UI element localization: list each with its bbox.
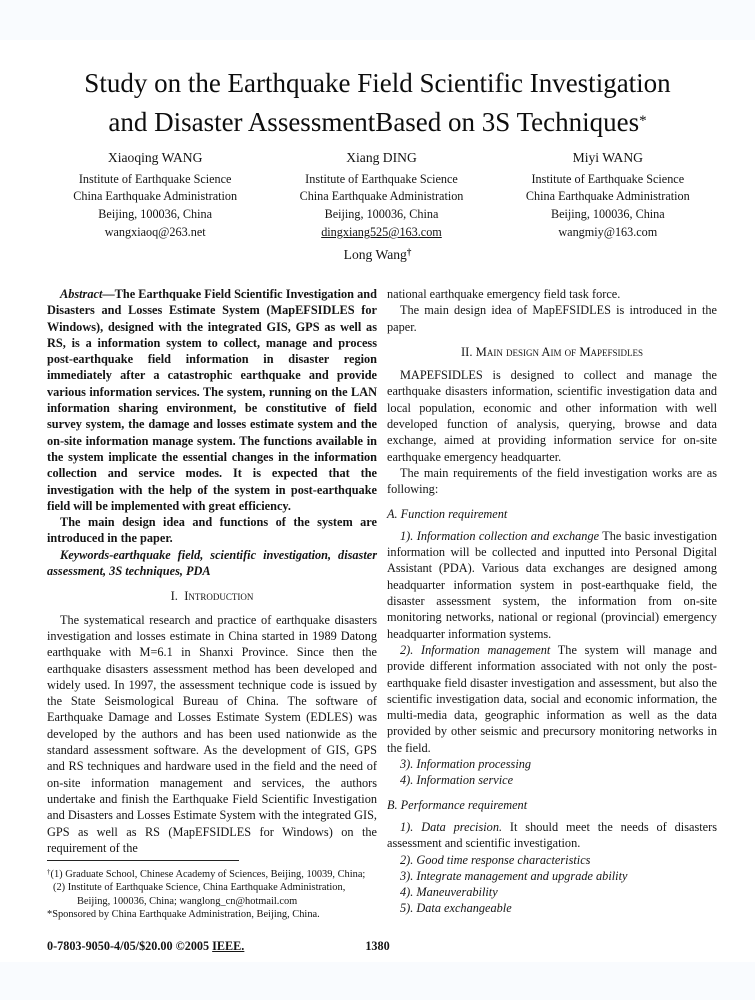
footer-copyright: 0-7803-9050-4/05/$20.00 ©2005 IEEE. [47,939,245,953]
author-email: wangmiy@163.com [558,225,658,240]
footnote-rule [47,860,239,861]
design-idea-paragraph: The main design idea and functions of the system are introduced in the paper. [47,515,377,546]
performance-item-5-line: 5). Data exchangeable [400,901,512,916]
item-lead: 1). Information collection and exchange [400,528,600,543]
footer-page-number: 1380 [365,939,390,953]
footnote-dagger: † [47,868,51,877]
author-affiliation-institute: Institute of Earthquake Science [78,172,232,186]
section-title: Main design Aim of Mapefsidles [475,344,644,359]
subsection-function-requirement: A. Function requirement [387,506,508,521]
performance-item-3-line: 3). Integrate management and upgrade ability [400,868,628,883]
author-affiliation-administration: China Earthquake Administration [525,189,690,204]
abstract-paragraph [47,286,377,514]
requirements-intro-paragraph: The main requirements of the field investigation works are as following: [387,465,717,497]
left-column [47,286,377,921]
author-name: Xiaoqing WANG [107,150,203,165]
author-block-2 [268,150,494,242]
function-item-4-line: 4). Information service [400,773,514,788]
section-number: II. [460,344,473,359]
author-block-row [42,150,721,242]
item-lead: 2). Information management [400,642,551,657]
mapefsidles-design-paragraph: MAPEFSIDLES is designed to collect and manage the earthquake disasters information, scientific investigation data and local population, economic and other information with well developed function of analysis, querying, browse and data exchange, aimed at providing information service for on-site earthquake emergency headquarter. [387,368,717,464]
section-number: I. [170,589,178,604]
design-idea-right-paragraph: The main design idea of MapEFSIDLES is introduced in the paper. [387,303,717,334]
author-name: Miyi WANG [572,150,643,165]
function-item-2-paragraph [387,642,717,756]
author-block-1 [42,150,268,242]
subsection-performance-requirement: B. Performance requirement [387,797,528,812]
footnote-line-1: †(1) Graduate School, Chinese Academy of Sciences, Beijing, 10039, China; [47,868,366,881]
title-footnote-asterisk: * [639,113,647,129]
author-affiliation-administration: China Earthquake Administration [73,189,238,204]
item-text: The basic investigation information will be collected and inputted into Personal Digital Assistant (PDA). Various data exchanges are designed among headquarter information system in post-earthquake field, the disaster assessment system, the information from on-site monitoring networks, national or regional (provincial) emergency headquarter information systems. [387,528,717,641]
keywords-paragraph: Keywords-earthquake field, scientific investigation, disaster assessment, 3S techniques, PDA [47,547,377,579]
performance-item-4-line: 4). Maneuverability [400,885,498,900]
footer-ieee: IEEE. [212,939,245,953]
section-title: Introduction [184,589,254,604]
introduction-paragraph: The systematical research and practice of earthquake disasters investigation and losses estimate in China started in 1989 Datong earthquake with M=6.1 in Shanxi Province. Since then the earthquake disasters assessment method has been developed and widely used. In 1997, the assessment technique code is issued by the State Seismological Bureau of China. The software of Earthquake Damage and Losses Estimate System (EDLES) was developed by the authors and has been used nationwide as the standard assessment software. As the development of GIS, GPS and RS techniques and hardware used in the field and the need of on-site information management and services, the authors undertake and finish the Earthquake Field Scientific Investigation and Disasters and Losses Estimate System with the integrated GIS, GPS as well as RS (MapEFSIDLES for Windows) on the requirement of the [47,612,377,855]
author-block-3 [495,150,721,242]
fourth-author [0,247,755,263]
footnote-block [47,856,377,921]
author-affiliation-institute: Institute of Earthquake Science [531,172,685,186]
performance-item-2-line: 2). Good time response characteristics [400,852,591,867]
author-affiliation-administration: China Earthquake Administration [299,189,464,204]
section-heading-introduction [47,588,377,604]
paper-title-line1: Study on the Earthquake Field Scientific Investigation [84,68,671,98]
author-name: Xiang DING [346,150,417,165]
footnote-line-3: *Sponsored by China Earthquake Administration, Beijing, China. [47,908,320,920]
abstract-text: —The Earthquake Field Scientific Investigation and Disasters and Losses Estimate System (MapEFSIDLES for Windows), designed with the integrated GIS, GPS as well as RS, is a information system to collect, manage and process post-earthquake field information in disaster region immediately after a catastrophic earthquake and provide various information services. The system, running on the LAN information sharing environment, be constitutive of field survey system, the damage and losses estimate system and the on-site information manage system. The functions available in the system implicate the essential changes in the information collection and service modes. It is expected that the investigation with the help of the system in post-earthquake field will be implemented with great efficiency. [47,287,377,513]
author-email-link[interactable]: dingxiang525@163.com [321,225,442,240]
item-text: It should meet the needs of disasters assessment and scientific investigation. [387,819,717,851]
fourth-author-name: Long Wang [343,247,407,262]
page-margin-top [0,0,755,40]
author-address: Beijing, 100036, China [98,206,213,221]
abstract-label: Abstract [60,287,103,301]
paper-title-line2: and Disaster AssessmentBased on 3S Techniques* [108,107,647,137]
two-column-body [47,286,717,921]
item-lead: 1). Data precision. [400,819,503,834]
section-heading-main-design-aim [387,344,717,360]
function-item-3-line: 3). Information processing [400,757,532,772]
item-text: The system will manage and provide different information associated with not only the post-earthquake field disaster investigation and assessment, but also the scientific investigation data, social and economic information, the multi-media data, geographic information as well as the data provided by other seismic and precursory monitoring networks in the field. [387,642,717,755]
paper-title [0,64,755,141]
author-address: Beijing, 100036, China [550,206,665,221]
function-item-1-paragraph [387,528,717,642]
right-column [387,286,717,921]
dagger-mark: † [406,247,412,257]
column-continuation-paragraph: national earthquake emergency field task force. [387,287,621,301]
footnote-line-2: (2) Institute of Earthquake Science, China Earthquake Administration, Beijing, 100036, China; wanglong_cn@hotmail.com [53,882,346,907]
performance-item-1-paragraph [387,819,717,852]
author-email: wangxiaoq@263.net [104,225,206,240]
page-margin-bottom [0,962,755,1000]
author-affiliation-institute: Institute of Earthquake Science [305,172,458,186]
author-address: Beijing, 100036, China [324,206,439,221]
